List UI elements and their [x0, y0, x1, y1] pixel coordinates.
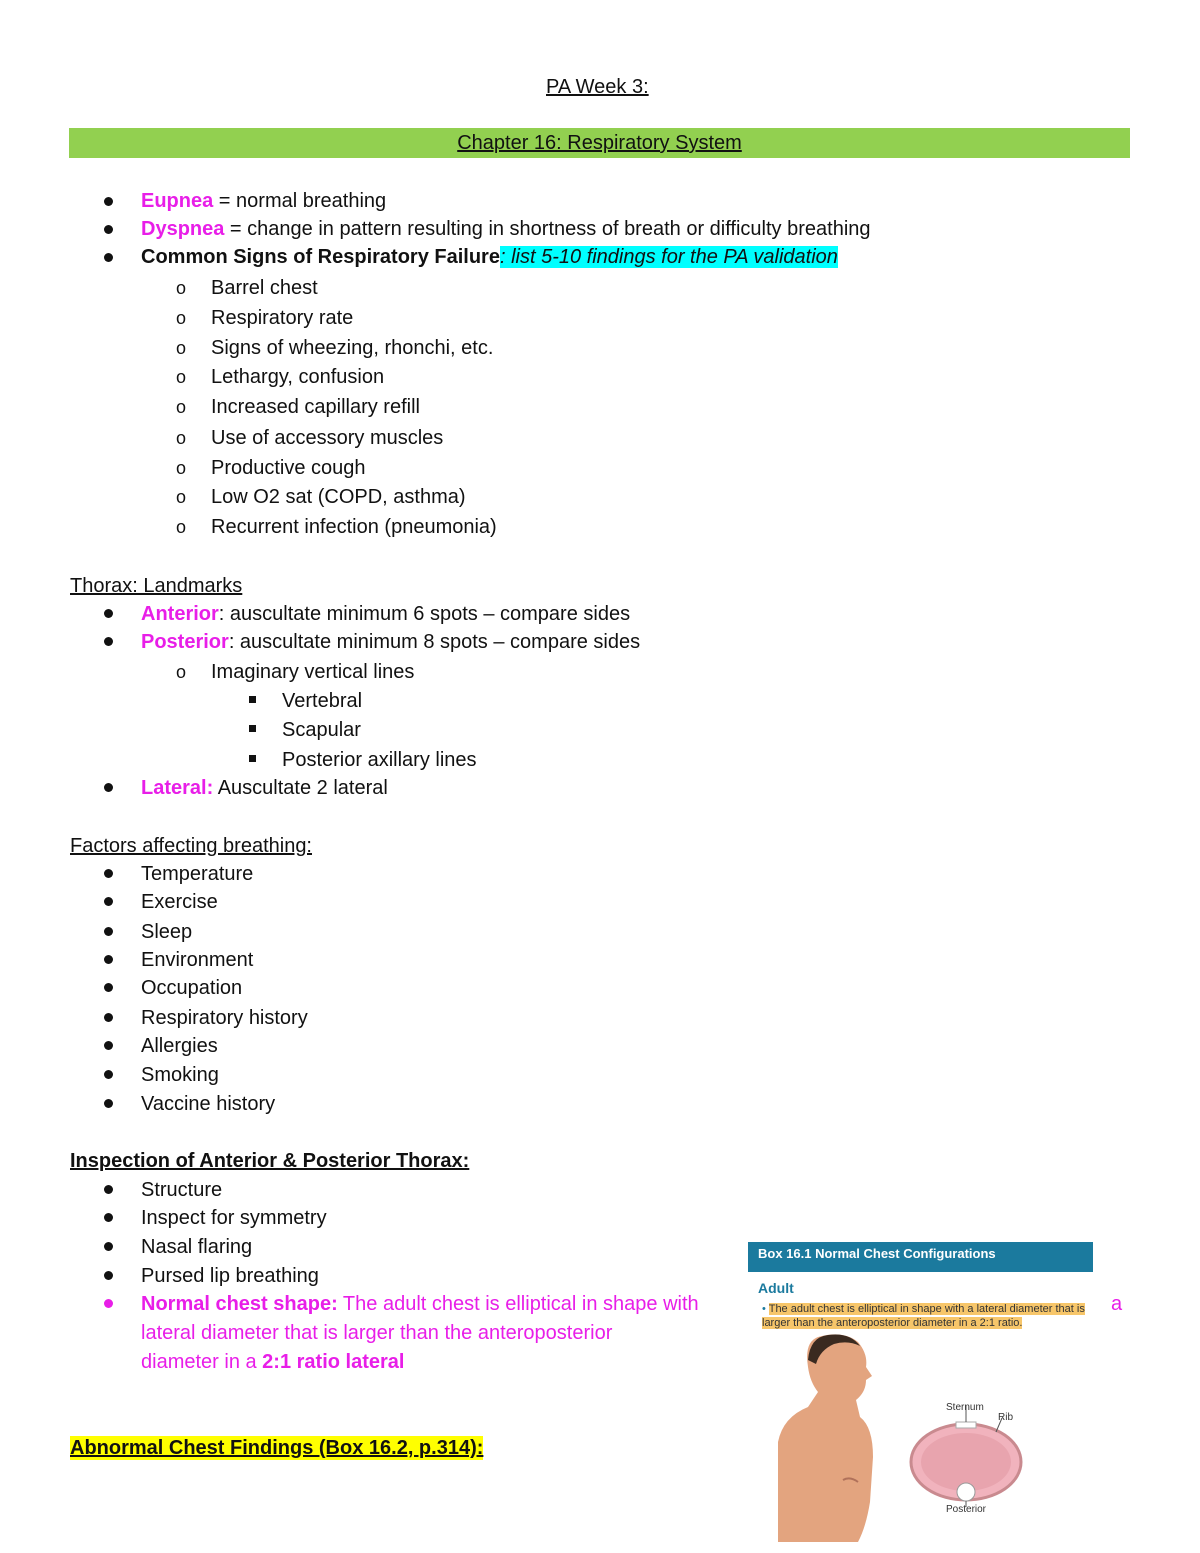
box-header: Box 16.1 Normal Chest Configurations — [748, 1242, 1093, 1272]
anterior-text: : auscultate minimum 6 spots – compare sides — [218, 603, 631, 625]
list-item: Posterior axillary lines — [282, 749, 477, 771]
chapter-title: Chapter 16: Respiratory System — [457, 132, 742, 154]
list-item: Respiratory rate — [211, 307, 354, 329]
posterior-text: : auscultate minimum 8 spots – compare sides — [228, 631, 641, 653]
rib-label: Rib — [998, 1412, 1014, 1423]
bullet — [104, 897, 113, 906]
bullet — [104, 253, 113, 262]
list-item: Increased capillary refill — [211, 396, 420, 418]
list-item: Temperature — [141, 863, 254, 885]
list-item: Structure — [141, 1179, 223, 1201]
list-item: Inspect for symmetry — [141, 1207, 327, 1229]
resp-failure-item — [141, 245, 838, 269]
list-item: Occupation — [141, 977, 243, 999]
bullet — [104, 1070, 113, 1079]
posterior-item — [141, 630, 640, 654]
eupnea-term: Eupnea — [141, 190, 214, 212]
list-item: Lethargy, confusion — [211, 366, 385, 388]
chest-illustration — [748, 1242, 1093, 1542]
dyspnea-item — [141, 217, 871, 241]
eupnea-definition: = normal breathing — [213, 190, 387, 212]
list-item: Scapular — [282, 719, 361, 741]
sub-bullet: o — [176, 308, 187, 328]
landmarks-heading: Thorax: Landmarks — [70, 575, 243, 597]
list-item: Respiratory history — [141, 1007, 308, 1029]
bullet — [104, 1271, 113, 1280]
bullet — [104, 927, 113, 936]
imaginary-lines-item: Imaginary vertical lines — [211, 661, 415, 683]
box-bullet-icon: • — [762, 1303, 766, 1315]
resp-failure-note: : list 5-10 findings for the PA validation — [499, 246, 838, 268]
list-item: Vaccine history — [141, 1093, 276, 1115]
normal-chest-line1 — [141, 1292, 699, 1316]
normal-chest-line3 — [141, 1350, 404, 1374]
sub-bullet: o — [176, 517, 187, 537]
inspection-heading: Inspection of Anterior & Posterior Thorax: — [70, 1150, 470, 1172]
sub-bullet: o — [176, 397, 187, 417]
list-item: Low O2 sat (COPD, asthma) — [211, 486, 466, 508]
lateral-item — [141, 776, 388, 800]
normal-chest-line3-text: diameter in a — [141, 1351, 263, 1373]
bullet — [104, 1013, 113, 1022]
bullet — [104, 197, 113, 206]
sub-bullet: o — [176, 428, 187, 448]
bullet — [104, 1099, 113, 1108]
square-bullet — [249, 755, 256, 762]
bullet — [104, 869, 113, 878]
chapter-banner — [69, 128, 1130, 158]
list-item: Recurrent infection (pneumonia) — [211, 516, 497, 538]
bullet — [104, 1242, 113, 1251]
sub-bullet: o — [176, 458, 187, 478]
anterior-item — [141, 602, 630, 626]
list-item: Signs of wheezing, rhonchi, etc. — [211, 337, 494, 359]
bullet — [104, 225, 113, 234]
dyspnea-definition: = change in pattern resulting in shortness of breath or difficulty breathing — [224, 218, 871, 240]
sub-bullet: o — [176, 487, 187, 507]
square-bullet — [249, 725, 256, 732]
chest-configuration-figure — [748, 1242, 1093, 1542]
normal-chest-ratio: 2:1 ratio lateral — [262, 1351, 405, 1373]
normal-chest-text: The adult chest is elliptical in shape with — [337, 1293, 699, 1315]
eupnea-item — [141, 189, 386, 213]
factors-heading: Factors affecting breathing: — [70, 835, 312, 857]
list-item: Barrel chest — [211, 277, 318, 299]
square-bullet — [249, 696, 256, 703]
list-item: Pursed lip breathing — [141, 1265, 319, 1287]
list-item: Use of accessory muscles — [211, 427, 444, 449]
sternum-label: Sternum — [946, 1402, 984, 1413]
list-item: Exercise — [141, 891, 218, 913]
box-body-text: The adult chest is elliptical in shape with a lateral diameter that is larger than the anteroposterior diameter in a 2:1 ratio. — [762, 1303, 1085, 1329]
bullet — [104, 609, 113, 618]
normal-chest-line1-end: a — [1111, 1293, 1123, 1315]
bullet — [104, 1185, 113, 1194]
anterior-term: Anterior — [141, 603, 219, 625]
abnormal-heading: Abnormal Chest Findings (Box 16.2, p.314): — [70, 1437, 484, 1459]
bullet — [104, 1299, 113, 1308]
list-item: Productive cough — [211, 457, 366, 479]
list-item: Vertebral — [282, 690, 363, 712]
bullet — [104, 783, 113, 792]
box-subtitle: Adult — [758, 1280, 794, 1296]
bullet — [104, 983, 113, 992]
posterior-term: Posterior — [141, 631, 229, 653]
normal-chest-line2: lateral diameter that is larger than the anteroposterior — [141, 1322, 613, 1344]
posterior-label: Posterior — [946, 1504, 987, 1515]
sub-bullet: o — [176, 662, 187, 682]
sub-bullet: o — [176, 278, 187, 298]
person-profile-image — [778, 1334, 873, 1542]
normal-chest-label: Normal chest shape: — [141, 1293, 338, 1315]
page-title: PA Week 3: — [546, 76, 649, 98]
list-item: Sleep — [141, 921, 193, 943]
sub-bullet: o — [176, 367, 187, 387]
list-item: Smoking — [141, 1064, 219, 1086]
list-item: Environment — [141, 949, 254, 971]
resp-failure-label: Common Signs of Respiratory Failure — [141, 246, 500, 268]
bullet — [104, 637, 113, 646]
bullet — [104, 1213, 113, 1222]
lateral-term: Lateral: — [141, 777, 214, 799]
sub-bullet: o — [176, 338, 187, 358]
dyspnea-term: Dyspnea — [141, 218, 225, 240]
lateral-text: Auscultate 2 lateral — [213, 777, 388, 799]
list-item: Allergies — [141, 1035, 218, 1057]
list-item: Nasal flaring — [141, 1236, 253, 1258]
bullet — [104, 1041, 113, 1050]
bullet — [104, 955, 113, 964]
